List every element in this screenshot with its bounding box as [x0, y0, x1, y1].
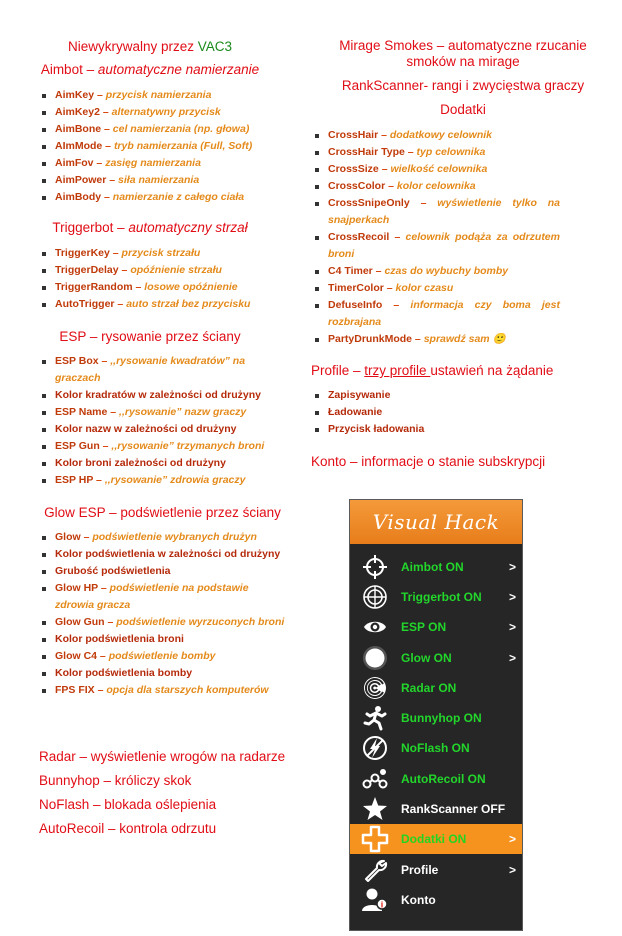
flash-off-icon — [360, 733, 390, 763]
visual-hack-menu — [349, 499, 523, 931]
item-description: auto strzał bez przycisku — [126, 298, 251, 310]
esp-list — [55, 353, 285, 489]
recoil-icon — [360, 764, 390, 794]
dodatki-list — [328, 127, 560, 348]
menu-item-esp[interactable] — [350, 612, 522, 642]
rankscanner-line: RankScanner- rangi i zwycięstwa graczy — [341, 78, 585, 93]
menu-title: Visual Hack — [350, 500, 522, 544]
item-description: czas do wybuchy bomby — [384, 265, 509, 277]
item-name: ESP HP — [55, 474, 94, 486]
list-item: ESP HP – ,,rysowanie” zdrowia graczy — [55, 472, 285, 489]
item-description: podświetlenie wyrzuconych broni — [116, 616, 285, 628]
item-name: C4 Timer — [328, 265, 373, 277]
list-item — [55, 546, 290, 563]
item-name: PartyDrunkMode — [328, 333, 413, 345]
item-description: alternatywny przycisk — [111, 106, 221, 118]
profile-heading: Profile – trzy profile ustawień na żądanie — [311, 363, 554, 378]
list-item: CrossHair Type – typ celownika — [328, 144, 560, 161]
item-name: Glow C4 — [55, 650, 98, 662]
item-name: AimBody — [55, 191, 102, 203]
list-item: AimKey – przycisk namierzania — [55, 87, 285, 104]
list-item: Zapisywanie — [328, 387, 560, 404]
dodatki-heading: Dodatki — [440, 102, 486, 117]
item-description: przycisk namierzania — [105, 89, 212, 101]
item-name: AimFov — [55, 157, 94, 169]
menu-item-label: Radar ON — [401, 681, 457, 695]
item-name: Glow HP — [55, 582, 98, 594]
list-item — [55, 421, 285, 438]
vac-name: VAC3 — [197, 39, 233, 54]
item-name: TriggerRandom — [55, 281, 133, 293]
item-description: zasięg namierzania — [105, 157, 201, 169]
eye-icon — [360, 612, 390, 642]
menu-item-glow[interactable] — [350, 643, 522, 673]
item-description: dodatkowy celownik — [389, 129, 492, 141]
list-item: Glow HP – podświetlenie na podstawie zdrowia gracza — [55, 580, 290, 614]
triggerbot-list — [55, 245, 285, 313]
item-description: kolor czasu — [395, 282, 454, 294]
chevron-right-icon: > — [508, 651, 516, 665]
item-description: celownik podąża za odrzutem broni — [328, 231, 560, 260]
menu-item-label: Aimbot ON — [401, 560, 464, 574]
chevron-right-icon: > — [508, 560, 516, 574]
glow-circle-icon — [360, 643, 390, 673]
list-item: AutoTrigger – auto strzał bez przycisku — [55, 296, 285, 313]
mirage-line-1: Mirage Smokes – automatyczne rzucanie — [339, 38, 587, 53]
item-name: AimBone — [55, 123, 102, 135]
list-item: AImMode – tryb namierzania (Full, Soft) — [55, 138, 285, 155]
menu-item-label: Glow ON — [401, 651, 452, 665]
user-icon — [360, 885, 390, 915]
item-name: CrossSize — [328, 163, 379, 175]
menu-item-konto[interactable] — [350, 885, 522, 915]
list-item: TriggerRandom – losowe opóźnienie — [55, 279, 285, 296]
list-item: AimPower – siła namierzania — [55, 172, 285, 189]
aimbot-heading: Aimbot – automatyczne namierzanie — [40, 62, 260, 77]
item-description: podświetlenie wybranych drużyn — [92, 531, 257, 543]
mirage-line-2: smoków na mirage — [406, 54, 520, 69]
list-item: TriggerKey – przycisk strzału — [55, 245, 285, 262]
menu-item-noflash[interactable] — [350, 733, 522, 763]
menu-item-aimbot[interactable] — [350, 552, 522, 582]
item-description: wyświetlenie tylko na snajperkach — [328, 197, 560, 226]
menu-item-label: RankScanner OFF — [401, 802, 506, 816]
list-item: TriggerDelay – opóźnienie strzału — [55, 262, 285, 279]
list-item: Glow C4 – podświetlenie bomby — [55, 648, 290, 665]
item-description: opcja dla starszych komputerów — [106, 684, 269, 696]
menu-item-label: AutoRecoil ON — [401, 772, 486, 786]
glow-list — [55, 529, 290, 699]
menu-item-label: Bunnyhop ON — [401, 711, 482, 725]
item-description: tryb namierzania (Full, Soft) — [113, 140, 253, 152]
item-description: ,,rysowanie” trzymanych broni — [111, 440, 265, 452]
item-description: przycisk strzału — [121, 247, 201, 259]
scope-icon — [360, 582, 390, 612]
item-name: Kolor broni zależności od drużyny — [55, 457, 226, 469]
item-description: ,,rysowanie kwadratów” na graczach — [55, 355, 246, 384]
menu-item-dodatki[interactable] — [350, 824, 522, 854]
konto-heading: Konto – informacje o stanie subskrypcji — [311, 454, 546, 469]
item-description: podświetlenie bomby — [108, 650, 216, 662]
list-item: AimFov – zasięg namierzania — [55, 155, 285, 172]
wrench-icon — [360, 855, 390, 885]
item-name: Kolor nazw w zależności od drużyny — [55, 423, 237, 435]
jumper-icon — [360, 703, 390, 733]
menu-item-bunnyhop[interactable] — [350, 703, 522, 733]
list-item: PartyDrunkMode – sprawdź sam 🙂 — [328, 331, 560, 348]
star-icon — [360, 794, 390, 824]
esp-heading: ESP – rysowanie przez ściany — [59, 329, 241, 344]
list-item: CrossSnipeOnly – wyświetlenie tylko na snajperkach — [328, 195, 560, 229]
bunnyhop-line: Bunnyhop – króliczy skok — [39, 773, 192, 788]
item-description: cel namierzania (np. głowa) — [112, 123, 250, 135]
list-item — [55, 563, 290, 580]
list-item — [55, 387, 285, 404]
item-name: Glow Gun — [55, 616, 105, 628]
menu-item-label: Konto — [401, 893, 436, 907]
list-item: TimerColor – kolor czasu — [328, 280, 560, 297]
vac-line — [0, 38, 300, 56]
list-item: AimKey2 – alternatywny przycisk — [55, 104, 285, 121]
item-name: ESP Name — [55, 406, 108, 418]
item-name: AimPower — [55, 174, 107, 186]
item-name: Kolor kradratów w zależności od drużyny — [55, 389, 261, 401]
item-description: siła namierzania — [118, 174, 200, 186]
list-item: Ładowanie — [328, 404, 560, 421]
item-description: podświetlenie na podstawie zdrowia gracza — [55, 582, 249, 611]
item-name: CrossColor — [328, 180, 386, 192]
list-item: CrossHair – dodatkowy celownik — [328, 127, 560, 144]
item-name: ESP Box — [55, 355, 99, 367]
item-name: AimKey2 — [55, 106, 100, 118]
item-name: CrossSnipeOnly — [328, 197, 410, 209]
list-item — [55, 665, 290, 682]
list-item: CrossColor – kolor celownika — [328, 178, 560, 195]
item-description: ,,rysowanie” zdrowia graczy — [104, 474, 246, 486]
noflash-line: NoFlash – blokada oślepienia — [39, 797, 217, 812]
list-item: AimBody – namierzanie z całego ciała — [55, 189, 285, 206]
item-name: TimerColor — [328, 282, 384, 294]
radar-line: Radar – wyświetlenie wrogów na radarze — [39, 749, 286, 764]
item-name: AImMode — [55, 140, 103, 152]
item-name: CrossHair Type — [328, 146, 405, 158]
menu-item-label: Triggerbot ON — [401, 590, 482, 604]
menu-item-triggerbot[interactable] — [350, 582, 522, 612]
radar-icon — [360, 673, 390, 703]
item-name: AutoTrigger — [55, 298, 115, 310]
chevron-right-icon: > — [508, 863, 516, 877]
item-description: losowe opóźnienie — [144, 281, 238, 293]
glow-heading: Glow ESP – podświetlenie przez ściany — [44, 505, 281, 520]
item-description: sprawdź sam 🙂 — [423, 333, 506, 345]
item-name: AimKey — [55, 89, 95, 101]
vac-text: Niewykrywalny przez — [67, 39, 198, 54]
item-description: ,,rysowanie” nazw graczy — [119, 406, 247, 418]
list-item: DefuseInfo – informacja czy boma jest rozbrajana — [328, 297, 560, 331]
chevron-right-icon: > — [508, 832, 516, 846]
item-description: kolor celownika — [396, 180, 476, 192]
item-name: Grubość podświetlenia — [55, 565, 171, 577]
item-name: CrossRecoil — [328, 231, 390, 243]
menu-item-label: Dodatki ON — [401, 832, 467, 846]
list-item: CrossSize – wielkość celownika — [328, 161, 560, 178]
item-name: ESP Gun — [55, 440, 100, 452]
item-name: DefuseInfo — [328, 299, 383, 311]
list-item: FPS FIX – opcja dla starszych komputerów — [55, 682, 290, 699]
menu-item-profile[interactable] — [350, 855, 522, 885]
list-item: C4 Timer – czas do wybuchy bomby — [328, 263, 560, 280]
plus-icon — [360, 824, 390, 854]
menu-item-rankscanner[interactable] — [350, 794, 522, 824]
item-description: opóźnienie strzału — [130, 264, 222, 276]
item-name: Kolor podświetlenia w zależności od drużyny — [55, 548, 281, 560]
item-name: FPS FIX — [55, 684, 95, 696]
chevron-right-icon: > — [508, 590, 516, 604]
item-description: typ celownika — [416, 146, 486, 158]
menu-item-label: Profile — [401, 863, 439, 877]
list-item: ESP Box – ,,rysowanie kwadratów” na graczach — [55, 353, 285, 387]
list-item: AimBone – cel namierzania (np. głowa) — [55, 121, 285, 138]
list-item: CrossRecoil – celownik podąża za odrzutem broni — [328, 229, 560, 263]
item-name: Kolor podświetlenia bomby — [55, 667, 193, 679]
autorecoil-line: AutoRecoil – kontrola odrzutu — [39, 821, 217, 836]
list-item: ESP Gun – ,,rysowanie” trzymanych broni — [55, 438, 285, 455]
item-description: informacja czy boma jest rozbrajana — [328, 299, 560, 328]
menu-item-label: ESP ON — [401, 620, 447, 634]
profile-list — [328, 387, 560, 438]
list-item: Przycisk ładowania — [328, 421, 560, 438]
crosshair-icon — [360, 552, 390, 582]
triggerbot-heading: Triggerbot – automatyczny strzał — [52, 220, 248, 235]
chevron-right-icon: > — [508, 620, 516, 634]
item-description: namierzanie z całego ciała — [112, 191, 245, 203]
list-item — [55, 455, 285, 472]
item-name: TriggerDelay — [55, 264, 119, 276]
item-name: CrossHair — [328, 129, 379, 141]
list-item: Glow Gun – podświetlenie wyrzuconych broni — [55, 614, 290, 631]
list-item: ESP Name – ,,rysowanie” nazw graczy — [55, 404, 285, 421]
list-item: Glow – podświetlenie wybranych drużyn — [55, 529, 290, 546]
svg-text:i: i — [380, 900, 384, 910]
item-name: TriggerKey — [55, 247, 110, 259]
menu-item-label: NoFlash ON — [401, 741, 470, 755]
item-name: Kolor podświetlenia broni — [55, 633, 184, 645]
menu-item-radar[interactable] — [350, 673, 522, 703]
item-description: wielkość celownika — [390, 163, 488, 175]
item-name: Glow — [55, 531, 81, 543]
list-item — [55, 631, 290, 648]
menu-item-autorecoil[interactable] — [350, 764, 522, 794]
aimbot-list — [55, 87, 285, 206]
